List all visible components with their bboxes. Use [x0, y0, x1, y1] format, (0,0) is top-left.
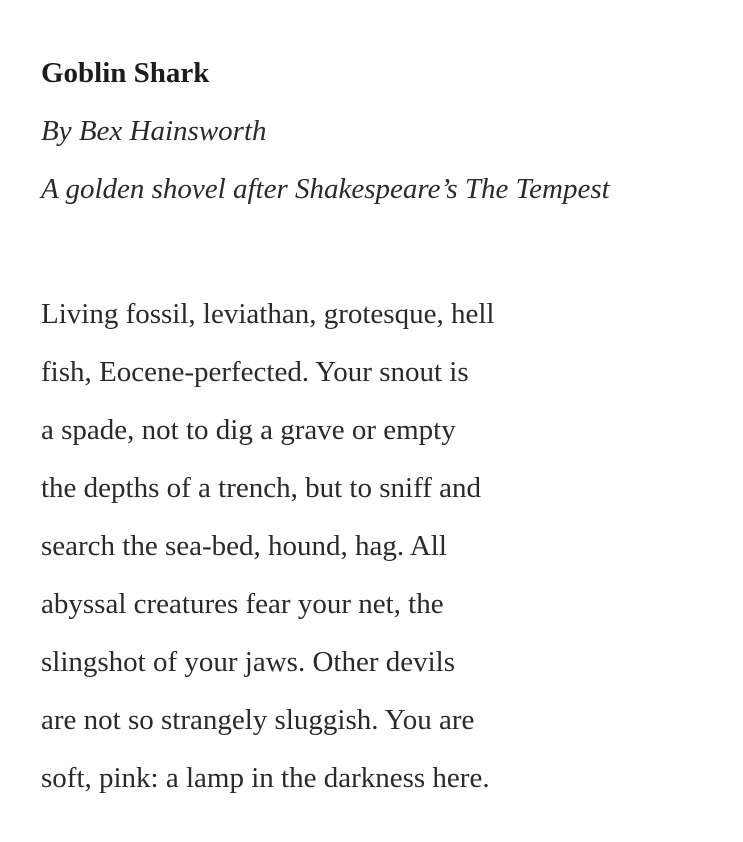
poem-line-1: Living fossil, leviathan, grotesque, hell — [41, 298, 495, 330]
poem-line-2: fish, Eocene-perfected. Your snout is — [41, 356, 469, 388]
poem-line-4: the depths of a trench, but to sniff and — [41, 472, 481, 504]
poem-line-3: a spade, not to dig a grave or empty — [41, 414, 456, 446]
poem-line-8: are not so strangely sluggish. You are — [41, 704, 475, 736]
poem-body — [41, 285, 743, 807]
poem-line-6: abyssal creatures fear your net, the — [41, 588, 444, 620]
poem-page — [41, 54, 743, 807]
poem-line-9: soft, pink: a lamp in the darkness here. — [41, 762, 490, 794]
poem-line-7: slingshot of your jaws. Other devils — [41, 646, 456, 678]
poem-title: Goblin Shark — [41, 57, 210, 89]
poem-line-5: search the sea-bed, hound, hag. All — [41, 530, 447, 562]
poem-subtitle: A golden shovel after Shakespeare’s The Tempest — [41, 173, 610, 205]
poem-byline: By Bex Hainsworth — [41, 115, 267, 147]
